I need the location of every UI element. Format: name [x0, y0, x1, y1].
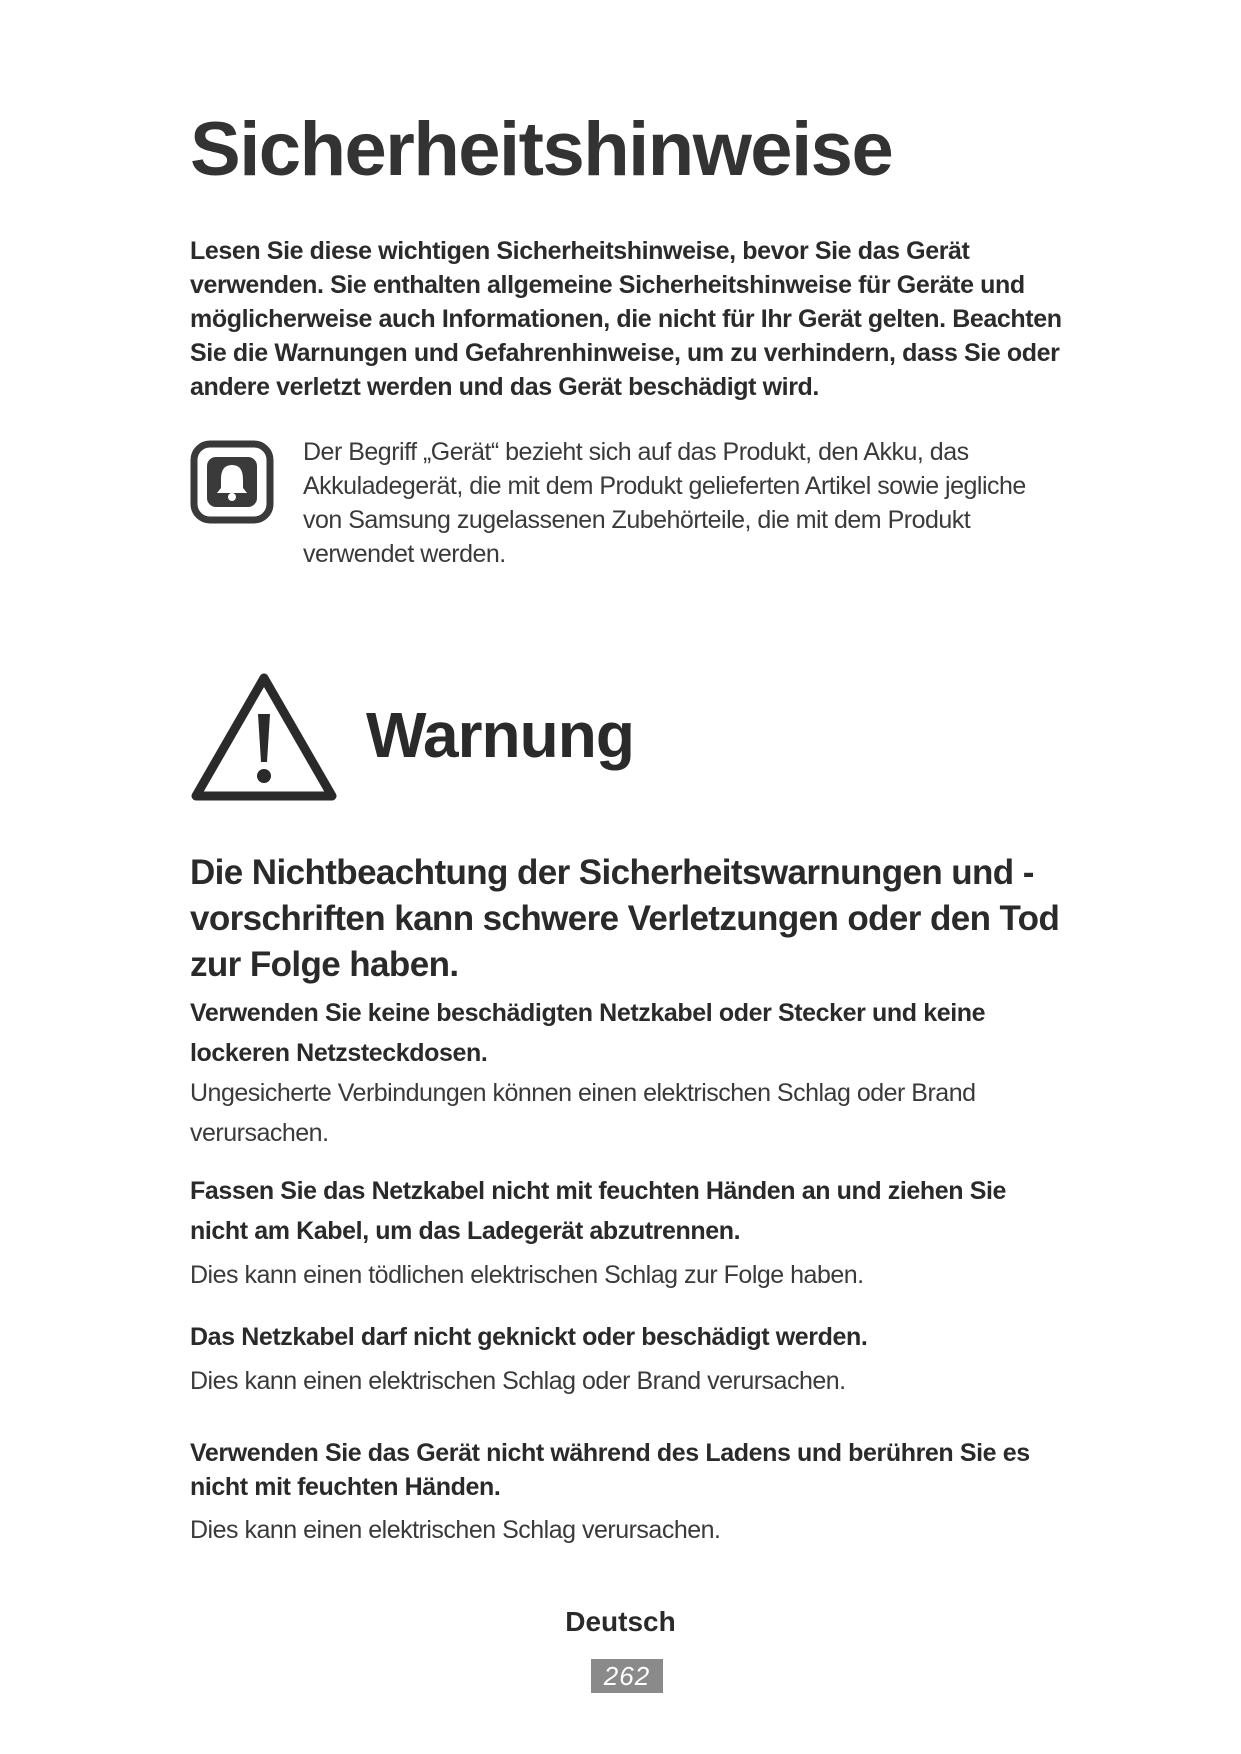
footer-language: Deutsch	[565, 1606, 676, 1637]
safety-item-body: Dies kann einen tödlichen elektrischen Schlag zur Folge haben.	[190, 1261, 864, 1289]
warning-triangle-icon	[190, 670, 338, 802]
note-text: Der Begriff „Gerät“ bezieht sich auf das Produkt, den Akku, das Akkuladegerät, die mit dem Produkt gelieferten Artikel sowie jegliche von Samsung zugelassenen Zubehörteile, die mit dem Produkt verwendet werden.	[303, 438, 1026, 568]
warning-title: Warnung	[366, 699, 634, 771]
safety-item-heading: Fassen Sie das Netzkabel nicht mit feuchten Händen an und ziehen Sie nicht am Kabel, um das Ladegerät abzutrennen.	[190, 1177, 1007, 1245]
warning-subtitle: Die Nichtbeachtung der Sicherheitswarnungen und -vorschriften kann schwere Verletzungen oder den Tod zur Folge haben.	[190, 853, 1060, 984]
safety-item-body: Ungesicherte Verbindungen können einen elektrischen Schlag oder Brand verursachen.	[190, 1079, 976, 1147]
safety-item-body: Dies kann einen elektrischen Schlag oder Brand verursachen.	[190, 1367, 846, 1395]
bell-notice-icon	[190, 440, 274, 524]
safety-item-body: Dies kann einen elektrischen Schlag verursachen.	[190, 1516, 721, 1544]
safety-item-heading: Verwenden Sie keine beschädigten Netzkabel oder Stecker und keine lockeren Netzsteckdosen.	[190, 999, 986, 1067]
page-title: Sicherheitshinweise	[190, 107, 893, 192]
page-number: 262	[591, 1659, 663, 1693]
safety-item	[190, 1317, 1070, 1401]
intro-paragraph: Lesen Sie diese wichtigen Sicherheitshinweise, bevor Sie das Gerät verwenden. Sie enthalten allgemeine Sicherheitshinweise für Geräte und möglicherweise auch Informationen, die nicht für Ihr Gerät gelten. Beachten Sie die Warnungen und Gefahrenhinweise, um zu verhindern, dass Sie oder andere verletzt werden und das Gerät beschädigt wird.	[190, 237, 1062, 401]
safety-item-heading: Das Netzkabel darf nicht geknickt oder beschädigt werden.	[190, 1323, 868, 1351]
safety-item	[190, 1171, 1070, 1295]
safety-item	[190, 993, 1070, 1153]
safety-item-heading: Verwenden Sie das Gerät nicht während des Ladens und berühren Sie es nicht mit feuchten Händen.	[190, 1439, 1030, 1501]
safety-item	[190, 1436, 1070, 1550]
